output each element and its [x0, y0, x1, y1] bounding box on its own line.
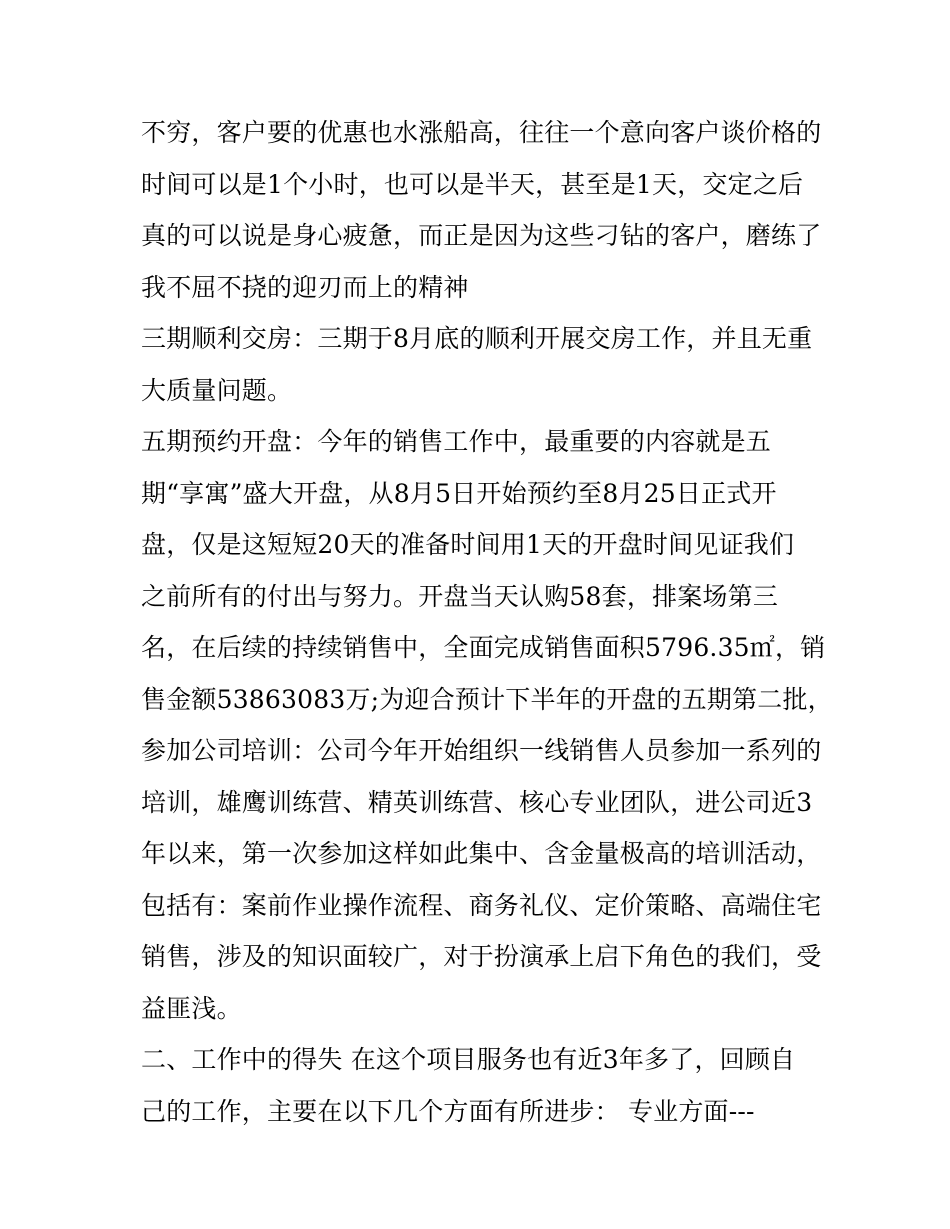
text-line-4: 我不屈不挠的迎刃而上的精神	[141, 272, 469, 302]
text-line-3: 真的可以说是身心疲惫，而正是因为这些刁钻的客户，磨练了	[141, 221, 822, 250]
text-line-7: 五期预约开盘：今年的销售工作中，最重要的内容就是五	[141, 427, 772, 456]
text-line-17: 销售，涉及的知识面较广，对于扮演承上启下角色的我们，受	[141, 942, 822, 971]
text-line-18: 益匪浅。	[141, 993, 242, 1023]
text-line-16: 包括有：案前作业操作流程、商务礼仪、定价策略、高端住宅	[141, 890, 822, 920]
text-line-2: 时间可以是1个小时，也可以是半天，甚至是1天，交定之后	[141, 169, 804, 199]
text-line-13: 参加公司培训：公司今年开始组织一线销售人员参加一系列的	[141, 736, 822, 765]
text-line-1: 不穷，客户要的优惠也水涨船高，往往一个意向客户谈价格的	[141, 118, 822, 147]
text-line-8: 期“享寓”盛大开盘，从8月5日开始预约至8月25日正式开	[141, 478, 777, 508]
document-body	[141, 107, 831, 1137]
text-line-6: 大质量问题。	[141, 375, 293, 405]
text-line-20: 己的工作，主要在以下几个方面有所进步： 专业方面---	[141, 1096, 755, 1126]
text-line-12: 售金额53863083万;为迎合预计下半年的开盘的五期第二批，	[141, 684, 833, 714]
text-line-5: 三期顺利交房：三期于8月底的顺利开展交房工作，并且无重	[141, 324, 813, 353]
text-line-9: 盘，仅是这短短20天的准备时间用1天的开盘时间见证我们	[141, 530, 795, 559]
text-line-11: 名，在后续的持续销售中，全面完成销售面积5796.35㎡，销	[141, 633, 826, 662]
text-line-10: 之前所有的付出与努力。开盘当天认购58套，排案场第三	[141, 581, 779, 611]
text-line-19: 二、工作中的得失 在这个项目服务也有近3年多了，回顾自	[141, 1045, 796, 1074]
text-line-14: 培训，雄鹰训练营、精英训练营、核心专业团队，进公司近3	[141, 787, 813, 817]
text-line-15: 年以来，第一次参加这样如此集中、含金量极高的培训活动，	[141, 839, 822, 868]
